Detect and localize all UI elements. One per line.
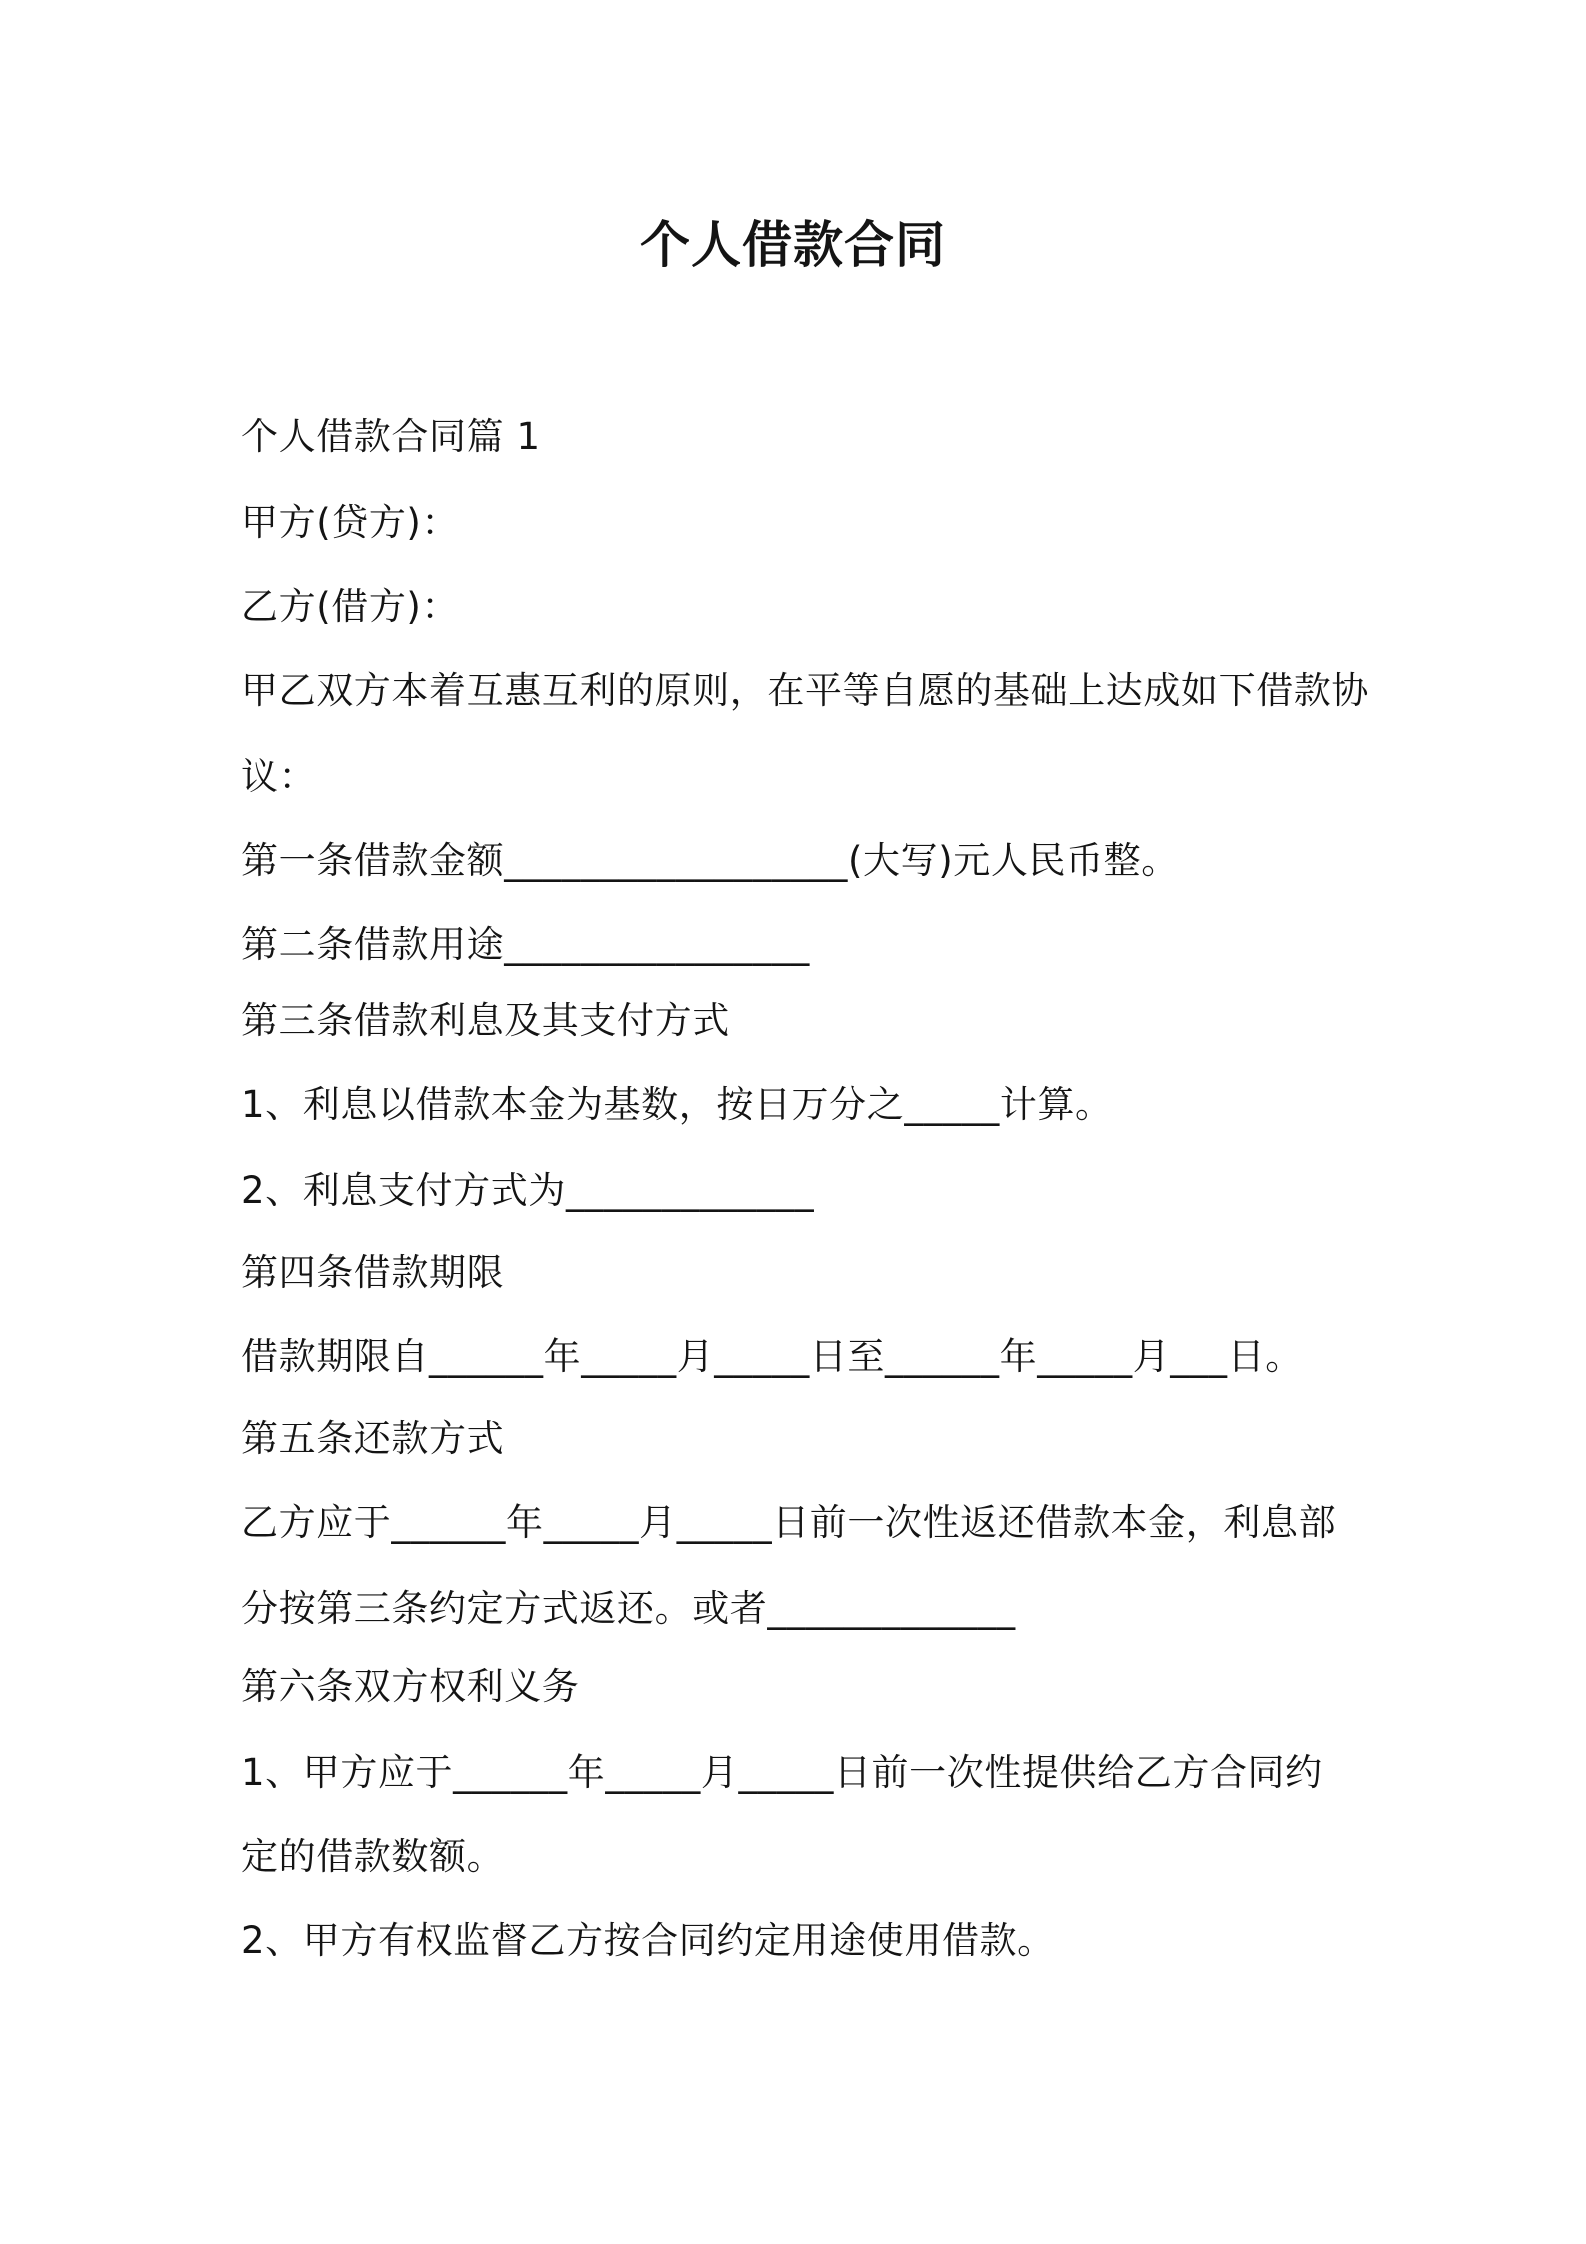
article-5-line-2: 分按第三条约定方式返还。或者_____________ <box>241 1587 1016 1630</box>
party-b-line: 乙方(借方)： <box>241 585 460 628</box>
preamble-line-2: 议： <box>241 755 317 798</box>
party-a-line: 甲方(贷方)： <box>241 501 460 544</box>
article-3-item-2: 2、利息支付方式为_____________ <box>241 1169 815 1212</box>
article-6-item-2: 2、甲方有权监督乙方按合同约定用途使用借款。 <box>241 1919 1055 1962</box>
article-6-heading: 第六条双方权利义务 <box>241 1665 580 1708</box>
article-5-heading: 第五条还款方式 <box>241 1417 505 1460</box>
preamble-line-1: 甲乙双方本着互惠互利的原则，在平等自愿的基础上达成如下借款协 <box>241 669 1369 712</box>
article-6-item-1-line-1: 1、甲方应于______年_____月_____日前一次性提供给乙方合同约 <box>241 1751 1323 1794</box>
article-3-item-1: 1、利息以借款本金为基数，按日万分之_____计算。 <box>241 1083 1113 1126</box>
article-3-heading: 第三条借款利息及其支付方式 <box>241 999 730 1042</box>
article-2-purpose: 第二条借款用途________________ <box>241 923 810 966</box>
article-5-line-1: 乙方应于______年_____月_____日前一次性返还借款本金，利息部 <box>241 1501 1337 1544</box>
section-heading: 个人借款合同篇 1 <box>241 415 541 458</box>
article-4-heading: 第四条借款期限 <box>241 1251 505 1294</box>
document-title: 个人借款合同 <box>640 216 946 274</box>
article-6-item-1-line-2: 定的借款数额。 <box>241 1835 505 1878</box>
article-1-amount: 第一条借款金额__________________(大写)元人民币整。 <box>241 839 1179 882</box>
article-4-term: 借款期限自______年_____月_____日至______年_____月___日。 <box>241 1335 1303 1378</box>
